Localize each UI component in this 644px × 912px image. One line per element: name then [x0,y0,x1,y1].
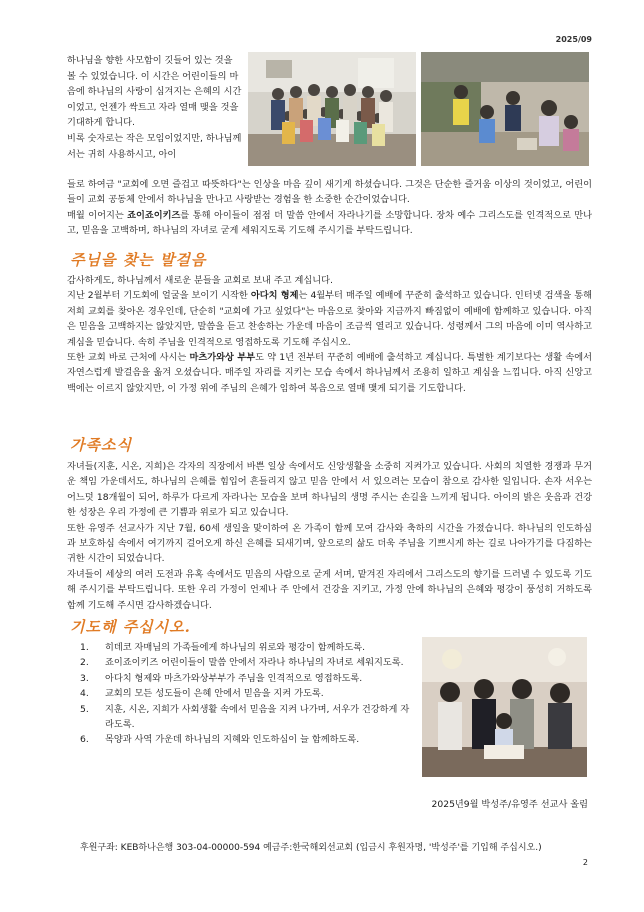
text-run: 를 통해 아이들이 점점 더 말씀 안에서 자라나기를 소망합니다. 장차 예수 그리스도를 인격적으로 만나고, 믿음을 고백하며, 하나님의 자녀로 굳게 세워지도록 기도해 주시기를 부탁드립니다. [67,209,593,237]
intro-text [67,53,243,162]
bold-text: 죠이죠이키즈 [127,209,181,221]
signature: 2025년9월 박성주/유영주 선교사 올림 [431,799,588,810]
kids-outdoor-photo [421,52,589,166]
paragraph: 들로 하여금 "교회에 오면 즐겁고 따뜻하다"는 인상을 마음 깊이 새기게 하셨습니다. 그것은 단순한 즐거움 이상의 것이었고, 어린이들이 교회 공동체 안에서 하나님을 만나고 사랑받는 경험을 한 소중한 순간이었습니다. [67,179,592,206]
item-text: 목양과 사역 가운데 하나님의 지혜와 인도하심이 늘 함께하도록. [105,734,360,746]
intro-paragraph: 비록 숫자로는 작은 모임이었지만, 하나님께서는 귀히 사용하시고, 아이 [67,132,242,160]
list-item [80,732,415,747]
paragraph [67,288,592,350]
item-number: 2. [80,657,89,669]
item-number: 5. [80,703,89,715]
intro-paragraph: 하나님을 향한 사모함이 깃들어 있는 것을 볼 수 있었습니다. 이 시간은 어린이들의 마음에 하나님의 사랑이 심겨지는 은혜의 시간이었고, 언젠가 싹트고 자라 열매 맺을 것을 기대하게 합니다. [67,55,242,129]
family-photo [422,637,587,777]
item-text: 히데코 자매님의 가족들에게 하나님의 위로와 평강이 함께하도록. [105,642,366,653]
paragraph: 감사하게도, 하나님께서 새로운 분들을 교회로 보내 주고 계십니다. [67,275,333,286]
section-heading: 기도해 주십시오. [70,618,191,636]
list-item [80,671,415,686]
item-text: 지훈, 시온, 지희가 사회생활 속에서 믿음을 지켜 나가며, 서우가 건강하게 자라도록. [105,703,410,731]
list-item [80,640,415,655]
item-number: 6. [80,734,89,746]
item-text: 교회의 모든 성도들이 은혜 안에서 믿음을 지켜 가도록. [105,688,324,700]
section-new-members [67,273,592,396]
prayer-list [80,640,415,748]
paragraph: 자녀들(지훈, 시온, 지희)은 각자의 직장에서 바쁜 일상 속에서도 신앙생활을 소중히 지켜가고 있습니다. 사회의 치열한 경쟁과 무거운 책임 가운데서도, 하나님의 은혜를 힘입어 흔들리지 않고 믿음 안에서 서 있으려는 모습이 참으로 감사한 일입니다. 손자 서우는 어느덧 18개월이 되어, 하루가 다르게 자라나는 모습을 보며 하나님의 생명 주시는 손길을 느끼게 됩니다. 아이의 밝은 웃음과 건강한 성장은 우리 가정에 큰 기쁨과 위로가 되고 있습니다. [67,461,592,519]
page-number: 2 [582,858,588,867]
text-run: 매월 이어지는 [67,209,128,221]
text-run: 또한 교회 바로 근처에 사시는 [67,352,190,364]
bold-text: 마츠가와상 부부 [189,352,256,364]
text-run: 지난 2월부터 기도회에 얼굴을 보이기 시작한 [67,290,251,302]
group-photo [248,52,416,166]
item-number: 4. [80,688,89,700]
paragraph: 자녀들이 세상의 여러 도전과 유혹 속에서도 믿음의 사람으로 굳게 서며, 맡겨진 자리에서 그리스도의 향기를 드러낼 수 있도록 기도해 주시기를 부탁드립니다. 또한 우리 가정이 언제나 주 안에서 건강을 지키고, 가정 안에 하나님의 은혜와 평강이 풍성히 거하도록 함께 기도해 주시면 감사하겠습니다. [67,568,592,611]
paragraph [67,350,592,396]
section-heading: 주님을 찾는 발걸음 [70,251,207,269]
bold-text: 아다치 형제 [250,290,299,302]
item-number: 1. [80,642,89,653]
item-text: 아다치 형제와 마츠가와상부부가 주님을 인격적으로 영접하도록. [105,672,363,684]
paragraph: 또한 유영주 선교사가 지난 7월, 60세 생일을 맞이하여 온 가족이 함께 모여 감사와 축하의 시간을 가졌습니다. 하나님의 인도하심과 보호하심 속에서 여기까지 걸어오게 하신 은혜를 되새기며, 앞으로의 삶도 더욱 주님을 기쁘시게 하는 길로 나아가기를 다짐하는 귀한 시간이 되었습니다. [67,522,592,565]
text-run: 는 4월부터 매주일 예배에 꾸준히 출석하고 있습니다. 인터넷 검색을 통해 저희 교회를 찾아온 경우인데, 단순히 "교회에 가고 싶었다"는 마음으로 찾아와 지금까지 빠짐없이 예배에 함께하고 있습니다. 아직은 믿음을 고백하지는 않았지만, 말씀을 듣고 찬송하는 가운데 마음이 조금씩 열리고 있습니다. 성령께서 그의 마음에 이미 역사하고 계심을 믿습니다. 속히 주님을 인격적으로 영접하도록 기도해 주십시오. [67,290,593,348]
paragraph [67,208,592,239]
donation-account: 후원구좌: KEB하나은행 303-04-00000-594 예금주:한국해외선교회 (입금시 후원자명, '박성주'를 기입해 주십시오.) [80,843,542,853]
list-item [80,655,415,670]
item-number: 3. [80,672,89,684]
section-family-news [67,459,592,613]
list-item [80,702,415,733]
section-heading: 가족소식 [70,436,132,454]
section-children-ministry [67,177,592,239]
list-item [80,686,415,701]
issue-date: 2025/09 [555,35,592,44]
item-text: 죠이죠이키즈 어린이들이 말씀 안에서 자라나 하나님의 자녀로 세워지도록. [105,657,404,669]
text-run: 도 약 1년 전부터 꾸준히 예배에 출석하고 계십니다. 특별한 계기보다는 생활 속에서 자연스럽게 발걸음을 옮겨 오셨습니다. 매주일 자리를 지키는 모습 속에서 하나님께서 조용히 일하고 계심을 느낍니다. 아직 신앙고백에는 이르지 않았지만, 이 가정 위에 주님의 은혜가 임하여 복음으로 열매 맺게 되기를 기도합니다. [67,352,592,394]
